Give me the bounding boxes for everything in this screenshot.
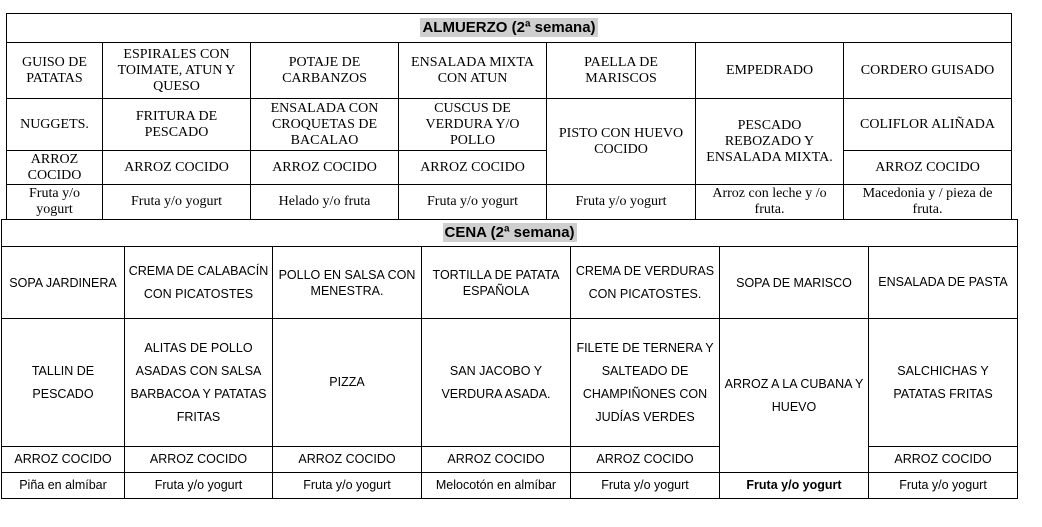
cena-cell: ARROZ COCIDO [869,447,1018,473]
cena-cell: CREMA DE CALABACÍN CON PICATOSTES [125,247,273,319]
almuerzo-cell: ARROZ COCIDO [399,151,547,185]
cena-cell: ALITAS DE POLLO ASADAS CON SALSA BARBACOA Y PATATAS FRITAS [125,319,273,447]
cena-cell: Fruta y/o yogurt [273,473,422,499]
cena-cell: TORTILLA DE PATATA ESPAÑOLA [422,247,571,319]
cena-cell: SOPA DE MARISCO [720,247,869,319]
cena-cell: Melocotón en almíbar [422,473,571,499]
almuerzo-cell: COLIFLOR ALIÑADA [844,99,1012,151]
cena-cell: ARROZ A LA CUBANA Y HUEVO [720,319,869,473]
almuerzo-title: ALMUERZO (2ª semana) [422,19,596,36]
almuerzo-cell: ARROZ COCIDO [103,151,251,185]
cena-cell: Piña en almíbar [2,473,125,499]
almuerzo-cell: EMPEDRADO [696,43,844,99]
almuerzo-cell: Fruta y/o yogurt [547,185,696,220]
cena-cell: Fruta y/o yogurt [571,473,720,499]
cena-table [1,219,1018,499]
cena-title-cell [2,220,1018,247]
almuerzo-cell: CUSCUS DE VERDURA Y/O POLLO [399,99,547,151]
almuerzo-cell: GUISO DE PATATAS [7,43,103,99]
almuerzo-cell: ENSALADA MIXTA CON ATUN [399,43,547,99]
cena-cell: POLLO EN SALSA CON MENESTRA. [273,247,422,319]
cena-cell: Fruta y/o yogurt [125,473,273,499]
almuerzo-cell: CORDERO GUISADO [844,43,1012,99]
cena-cell: ARROZ COCIDO [273,447,422,473]
almuerzo-cell: NUGGETS. [7,99,103,151]
cena-cell: ARROZ COCIDO [571,447,720,473]
cena-cell: SOPA JARDINERA [2,247,125,319]
almuerzo-cell: Fruta y/o yogurt [399,185,547,220]
cena-cell: ENSALADA DE PASTA [869,247,1018,319]
almuerzo-cell: ARROZ COCIDO [844,151,1012,185]
cena-cell: ARROZ COCIDO [125,447,273,473]
cena-cell: SAN JACOBO Y VERDURA ASADA. [422,319,571,447]
cena-title: CENA (2ª semana) [444,224,575,241]
almuerzo-title-cell [7,14,1012,43]
almuerzo-table [6,13,1012,220]
cena-cell: Fruta y/o yogurt [869,473,1018,499]
cena-cell: Fruta y/o yogurt [720,473,869,499]
almuerzo-cell: Helado y/o fruta [251,185,399,220]
almuerzo-cell: Arroz con leche y /o fruta. [696,185,844,220]
almuerzo-cell: ESPIRALES CON TOIMATE, ATUN Y QUESO [103,43,251,99]
cena-cell: SALCHICHAS Y PATATAS FRITAS [869,319,1018,447]
cena-cell: FILETE DE TERNERA Y SALTEADO DE CHAMPIÑONES CON JUDÍAS VERDES [571,319,720,447]
almuerzo-cell: Fruta y/o yogurt [103,185,251,220]
cena-cell: ARROZ COCIDO [2,447,125,473]
almuerzo-cell: PISTO CON HUEVO COCIDO [547,99,696,185]
cena-cell: PIZZA [273,319,422,447]
almuerzo-cell: ARROZ COCIDO [7,151,103,185]
cena-cell: TALLIN DE PESCADO [2,319,125,447]
almuerzo-cell: POTAJE DE CARBANZOS [251,43,399,99]
almuerzo-cell: FRITURA DE PESCADO [103,99,251,151]
almuerzo-cell: Fruta y/o yogurt [7,185,103,220]
cena-cell: ARROZ COCIDO [422,447,571,473]
almuerzo-cell: PAELLA DE MARISCOS [547,43,696,99]
almuerzo-cell: PESCADO REBOZADO Y ENSALADA MIXTA. [696,99,844,185]
cena-cell: CREMA DE VERDURAS CON PICATOSTES. [571,247,720,319]
almuerzo-cell: ENSALADA CON CROQUETAS DE BACALAO [251,99,399,151]
almuerzo-cell: Macedonia y / pieza de fruta. [844,185,1012,220]
almuerzo-cell: ARROZ COCIDO [251,151,399,185]
